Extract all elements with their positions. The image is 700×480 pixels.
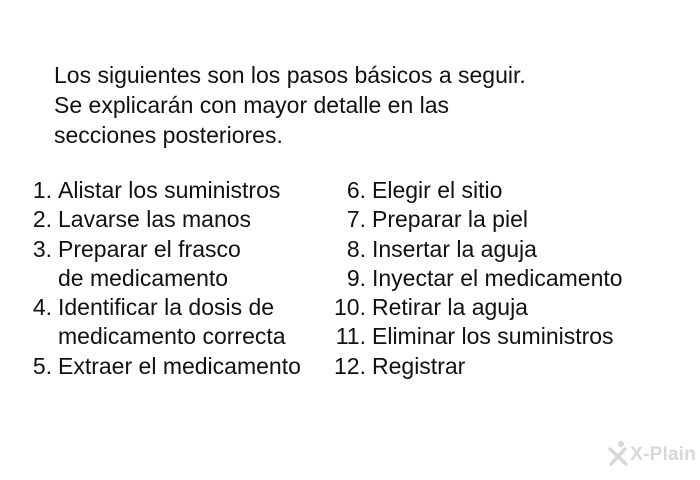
step-number: 7.: [346, 206, 366, 233]
step-item-11: [328, 322, 668, 351]
step-item-4: [22, 293, 322, 322]
intro-paragraph: [54, 60, 654, 150]
step-text: de medicamento: [58, 264, 229, 291]
step-item-2: [22, 205, 322, 234]
step-text: Registrar: [372, 352, 466, 379]
step-number: 11.: [335, 323, 366, 350]
steps-list-right: [328, 176, 668, 381]
step-number: 8.: [346, 235, 366, 262]
step-text: Elegir el sitio: [372, 177, 503, 203]
step-item-5: [22, 352, 322, 381]
step-text: Preparar el frasco: [58, 235, 241, 262]
step-number: 2.: [32, 206, 52, 233]
x-plain-logo: [607, 440, 696, 466]
step-item-12: [328, 352, 668, 381]
step-text: Eliminar los suministros: [372, 323, 614, 350]
step-item-10: [328, 293, 668, 322]
step-text: Identificar la dosis de: [58, 294, 275, 321]
step-item-1: [22, 176, 322, 205]
step-item-6: [328, 176, 668, 205]
intro-line-1: Los siguientes son los pasos básicos a seguir.: [54, 62, 526, 88]
step-number: 3.: [32, 235, 52, 262]
step-number: 9.: [346, 264, 366, 291]
step-item-3-continued: [22, 264, 322, 293]
step-text: Alistar los suministros: [58, 177, 281, 203]
step-number-blank: [22, 264, 52, 293]
step-item-7: [328, 205, 668, 234]
step-text: Preparar la piel: [372, 206, 528, 233]
step-item-3: [22, 235, 322, 264]
step-number: 10.: [334, 294, 366, 321]
x-plain-figure-icon: [607, 440, 629, 466]
intro-line-3: secciones posteriores.: [54, 122, 283, 148]
step-item-9: [328, 264, 668, 293]
step-number: 6.: [346, 177, 366, 203]
step-item-4-continued: [22, 322, 322, 351]
step-text: Retirar la aguja: [372, 294, 528, 321]
step-number: 4.: [32, 294, 52, 321]
steps-list-left: [22, 176, 322, 381]
step-text: Extraer el medicamento: [58, 352, 301, 379]
step-number: 1.: [32, 177, 52, 203]
logo-text: X-Plain: [630, 444, 696, 465]
step-number: 12.: [334, 352, 366, 379]
step-item-8: [328, 235, 668, 264]
step-number-blank: [22, 322, 52, 351]
step-text: Inyectar el medicamento: [372, 264, 623, 291]
step-text: medicamento correcta: [58, 323, 286, 350]
intro-line-2: Se explicarán con mayor detalle en las: [54, 92, 450, 118]
step-text: Lavarse las manos: [58, 206, 252, 233]
step-text: Insertar la aguja: [372, 235, 537, 262]
step-number: 5.: [32, 352, 52, 379]
